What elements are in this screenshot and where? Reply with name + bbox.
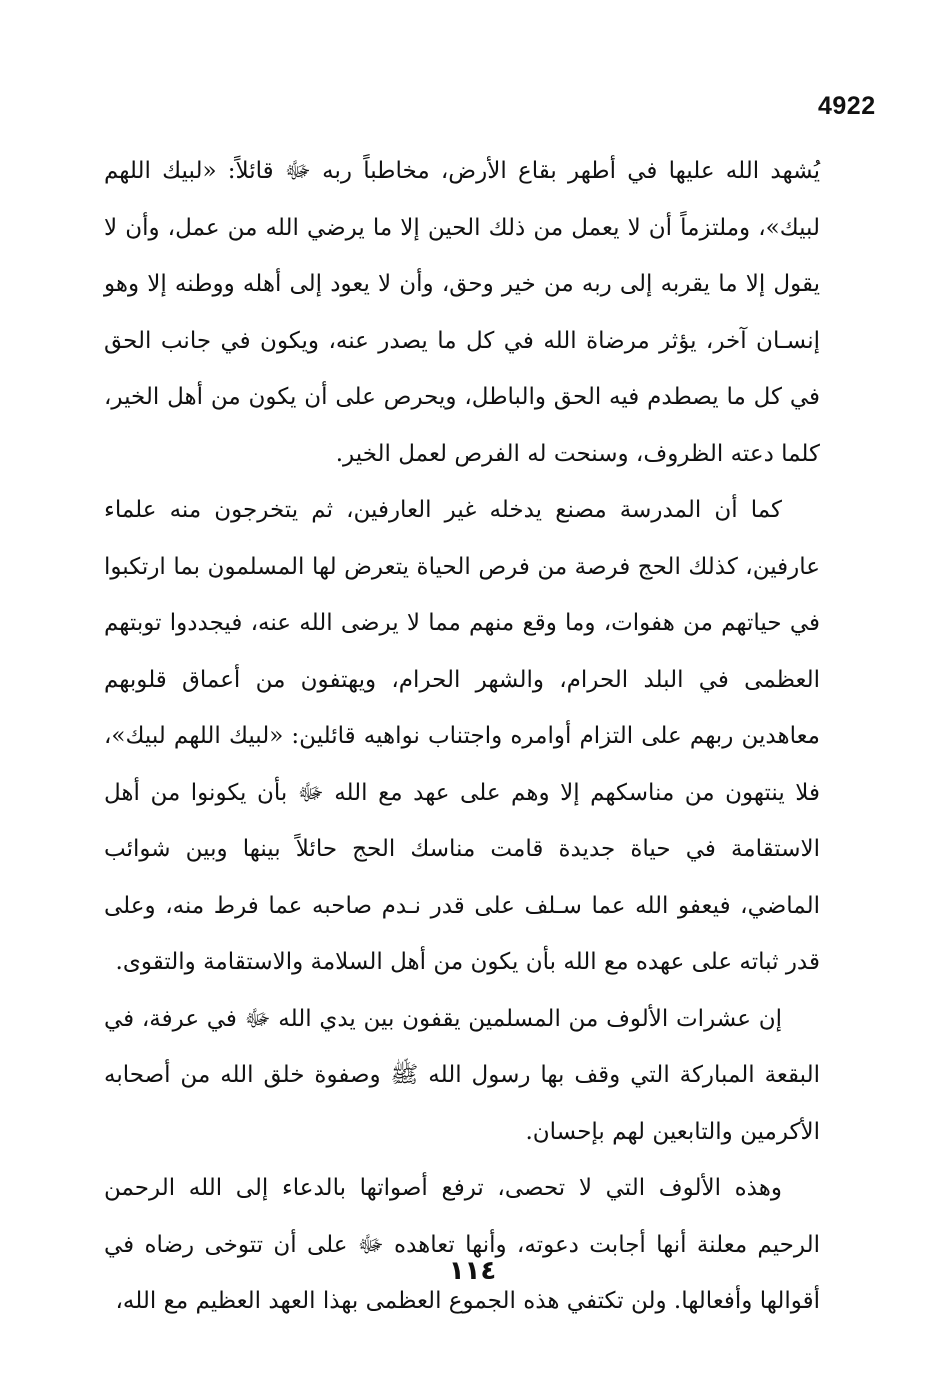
body-text xyxy=(104,143,820,1330)
page-id-header: 4922 xyxy=(818,92,876,120)
paragraph-3: إن عشرات الألوف من المسلمين يقفون بين يدي الله ﷻ في عرفة، في البقعة المباركة التي وقف بها رسول الله ﷺ وصفوة خلق الله من أصحابه الأكرمين والتابعين لهم بإحسان. xyxy=(104,1005,820,1145)
paragraph-4: وهذه الألوف التي لا تحصى، ترفع أصواتها بالدعاء إلى الله الرحمن الرحيم معلنة أنها أجابت دعوته، وأنها تعاهده ﷻ على أن تتوخى رضاه في أقوالها وأفعالها. ولن تكتفي هذه الجموع العظمى بهذا العهد العظيم مع الله، xyxy=(104,1175,820,1314)
paragraph-1: يُشهد الله عليها في أطهر بقاع الأرض، مخاطباً ربه ﷻ قائلاً: «لبيك اللهم لبيك»، وملتزماً أن لا يعمل من ذلك الحين إلا ما يرضي الله من عمل، وأن لا يقول إلا ما يقربه إلى ربه من خير وحق، وأن لا يعود إلى أهله ووطنه إلا وهو إنسـان آخر، يؤثر مرضاة الله في كل ما يصدر عنه، ويكون في جانب الحق في كل ما يصطدم فيه الحق والباطل، ويحرص على أن يكون من أهل الخير، كلما دعته الظروف، وسنحت له الفرص لعمل الخير. xyxy=(104,158,820,467)
paragraph-2: كما أن المدرسة مصنع يدخله غير العارفين، ثم يتخرجون منه علماء عارفين، كذلك الحج فرصة من فرص الحياة يتعرض لها المسلمون بما ارتكبوا في حياتهم من هفوات، وما وقع منهم مما لا يرضى الله عنه، فيجددوا توبتهم العظمى في البلد الحرام، والشهر الحرام، ويهتفون من أعماق قلوبهم معاهدين ربهم على التزام أوامره واجتناب نواهيه قائلين: «لبيك اللهم لبيك»، فلا ينتهون من مناسكهم إلا وهم على عهد مع الله ﷻ بأن يكونوا من أهل الاستقامة في حياة جديدة قامت مناسك الحج حائلاً بينها وبين شوائب الماضي، فيعفو الله عما سـلف على قدر نـدم صاحبه عما فرط منه، وعلى قدر ثباته على عهده مع الله بأن يكون من أهل السلامة والاستقامة والتقوى. xyxy=(104,497,820,975)
page-number: ١١٤ xyxy=(448,1256,497,1286)
